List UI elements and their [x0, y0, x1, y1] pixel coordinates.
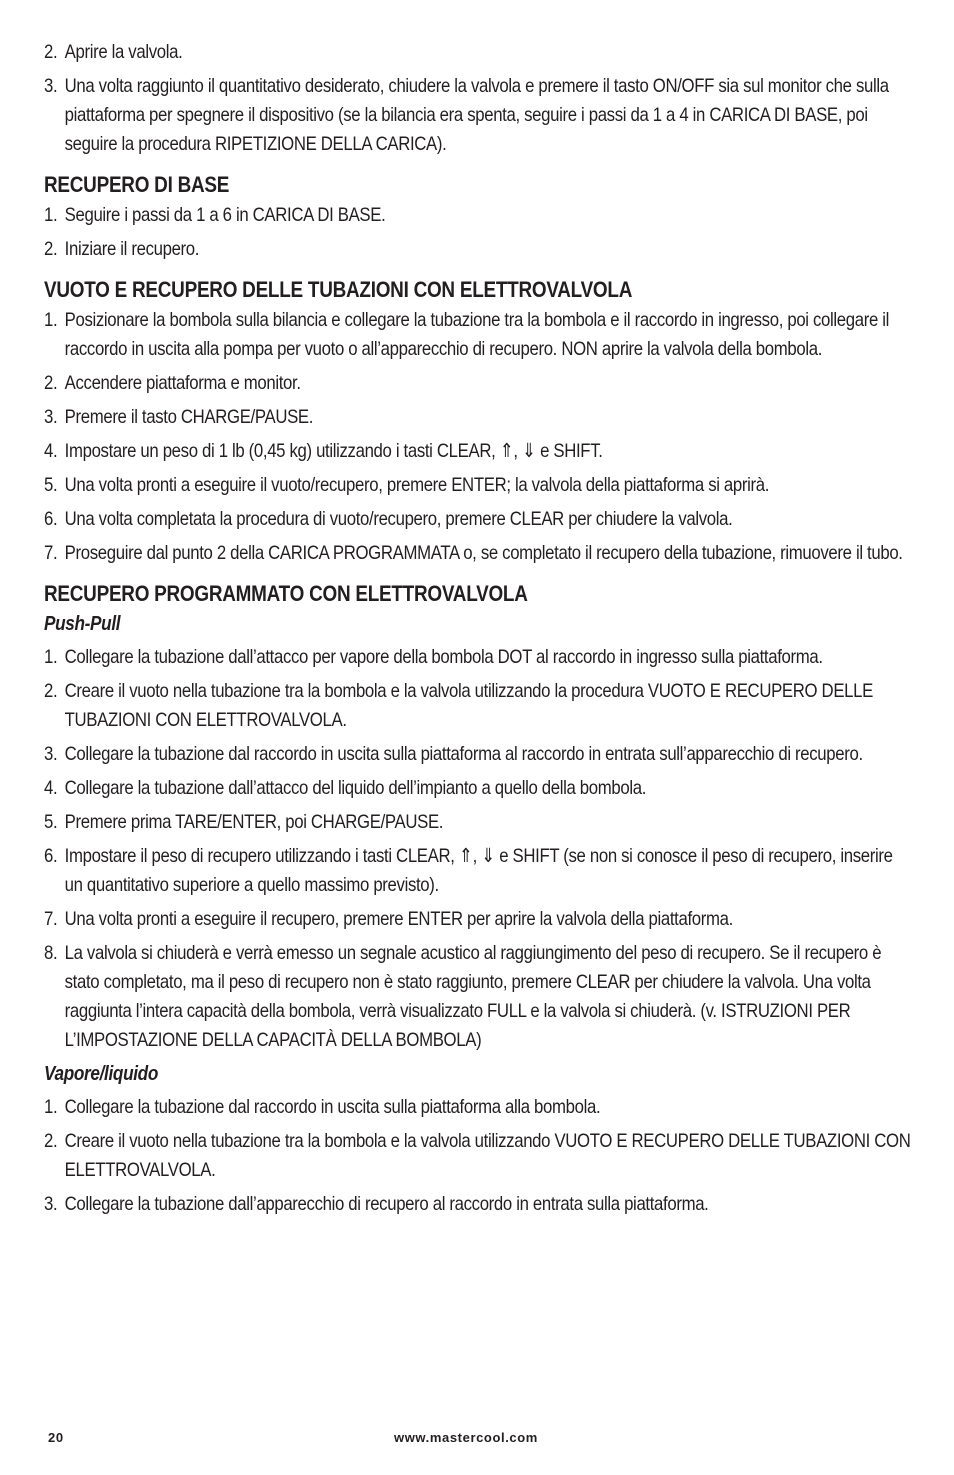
- list-item: [44, 403, 913, 432]
- list-item: [44, 740, 913, 769]
- list-item: [44, 471, 913, 500]
- vuoto-recupero-list: [44, 306, 913, 568]
- list-item: [44, 306, 913, 364]
- item-number: 2.: [44, 680, 58, 702]
- item-number: 8.: [44, 942, 58, 964]
- list-item: [44, 774, 913, 803]
- item-text: Accendere piattaforma e monitor.: [64, 372, 301, 394]
- vapore-liquido-list: [44, 1093, 913, 1219]
- list-item: [44, 842, 913, 900]
- section-heading-vuoto-recupero: VUOTO E RECUPERO DELLE TUBAZIONI CON ELETTROVALVOLA: [44, 277, 633, 302]
- item-number: 2.: [44, 41, 58, 63]
- item-text: Una volta raggiunto il quantitativo desiderato, chiudere la valvola e premere il tasto ON/OFF sia sul monitor che sulla piattaforma per spegnere il dispositivo (se la bilancia era spenta, seguire i passi da 1 a 4 in CARICA DI BASE, poi seguire la procedura RIPETIZIONE DELLA CARICA).: [64, 75, 889, 155]
- website-url: www.mastercool.com: [394, 1430, 538, 1445]
- list-item: [44, 72, 913, 159]
- list-item: [44, 939, 913, 1055]
- item-number: 3.: [44, 1193, 58, 1215]
- item-text: Collegare la tubazione dal raccordo in uscita sulla piattaforma alla bombola.: [64, 1096, 601, 1118]
- list-item: [44, 1127, 913, 1185]
- list-item: [44, 643, 913, 672]
- list-item: [44, 437, 913, 466]
- list-item: [44, 1093, 913, 1122]
- list-item: [44, 539, 913, 568]
- item-text: Impostare un peso di 1 lb (0,45 kg) utilizzando i tasti CLEAR, ⇑, ⇓ e SHIFT.: [64, 440, 603, 462]
- item-text: Proseguire dal punto 2 della CARICA PROGRAMMATA o, se completato il recupero della tubazione, rimuovere il tubo.: [64, 542, 903, 564]
- item-text: Una volta completata la procedura di vuoto/recupero, premere CLEAR per chiudere la valvola.: [64, 508, 733, 530]
- item-number: 2.: [44, 372, 58, 394]
- item-number: 4.: [44, 777, 58, 799]
- item-text: Creare il vuoto nella tubazione tra la bombola e la valvola utilizzando la procedura VUOTO E RECUPERO DELLE TUBAZIONI CON ELETTROVALVOLA.: [64, 680, 873, 731]
- item-text: Posizionare la bombola sulla bilancia e collegare la tubazione tra la bombola e il raccordo in ingresso, poi collegare il raccordo in uscita alla pompa per vuoto o all’apparecchio di recupero. NON aprire la valvola della bombola.: [64, 309, 890, 360]
- item-text: Creare il vuoto nella tubazione tra la bombola e la valvola utilizzando VUOTO E RECUPERO DELLE TUBAZIONI CON ELETTROVALVOLA.: [64, 1130, 911, 1181]
- item-text: Una volta pronti a eseguire il vuoto/recupero, premere ENTER; la valvola della piattaforma si aprirà.: [64, 474, 770, 496]
- intro-list: [44, 38, 913, 159]
- list-item: [44, 905, 913, 934]
- item-text: La valvola si chiuderà e verrà emesso un segnale acustico al raggiungimento del peso di recupero. Se il recupero è stato completato, ma il peso di recupero non è stato raggiunto, premere CLEAR per chiudere la valvola. Una volta raggiunta l’intera capacità della bombola, verrà visualizzato FULL e la valvola si chiuderà. (v. ISTRUZIONI PER L’IMPOSTAZIONE DELLA CAPACITÀ DELLA BOMBOLA): [64, 942, 882, 1051]
- item-number: 6.: [44, 508, 58, 530]
- item-number: 7.: [44, 542, 58, 564]
- item-number: 3.: [44, 743, 58, 765]
- item-text: Collegare la tubazione dall’attacco per vapore della bombola DOT al raccordo in ingresso sulla piattaforma.: [64, 646, 823, 668]
- list-item: [44, 808, 913, 837]
- item-number: 1.: [44, 646, 58, 668]
- subheading-push-pull: Push-Pull: [44, 613, 121, 635]
- section-heading-recupero-base: RECUPERO DI BASE: [44, 172, 230, 197]
- list-item: [44, 201, 913, 230]
- content-column: [44, 38, 913, 1219]
- item-text: Premere il tasto CHARGE/PAUSE.: [64, 406, 314, 428]
- item-text: Seguire i passi da 1 a 6 in CARICA DI BASE.: [64, 204, 386, 226]
- item-number: 1.: [44, 1096, 58, 1118]
- list-item: [44, 235, 913, 264]
- item-text: Aprire la valvola.: [64, 41, 183, 63]
- item-number: 7.: [44, 908, 58, 930]
- page-body: [44, 38, 914, 1224]
- push-pull-list: [44, 643, 913, 1055]
- section-heading-recupero-programmato: RECUPERO PROGRAMMATO CON ELETTROVALVOLA: [44, 581, 528, 606]
- item-number: 3.: [44, 406, 58, 428]
- item-number: 5.: [44, 474, 58, 496]
- recupero-base-list: [44, 201, 913, 264]
- list-item: [44, 505, 913, 534]
- list-item: [44, 677, 913, 735]
- item-number: 6.: [44, 845, 58, 867]
- item-number: 1.: [44, 309, 58, 331]
- item-number: 1.: [44, 204, 58, 226]
- list-item: [44, 369, 913, 398]
- item-number: 2.: [44, 1130, 58, 1152]
- item-text: Una volta pronti a eseguire il recupero, premere ENTER per aprire la valvola della piattaforma.: [64, 908, 733, 930]
- subheading-vapore-liquido: Vapore/liquido: [44, 1063, 159, 1085]
- item-text: Collegare la tubazione dal raccordo in uscita sulla piattaforma al raccordo in entrata sull’apparecchio di recupero.: [64, 743, 863, 765]
- item-text: Iniziare il recupero.: [64, 238, 200, 260]
- item-text: Collegare la tubazione dall’attacco del liquido dell’impianto a quello della bombola.: [64, 777, 647, 799]
- item-text: Premere prima TARE/ENTER, poi CHARGE/PAUSE.: [64, 811, 444, 833]
- page-number: 20: [48, 1430, 64, 1445]
- item-number: 4.: [44, 440, 58, 462]
- item-number: 3.: [44, 75, 58, 97]
- list-item: [44, 38, 913, 67]
- item-text: Collegare la tubazione dall’apparecchio di recupero al raccordo in entrata sulla piattaforma.: [64, 1193, 709, 1215]
- item-number: 2.: [44, 238, 58, 260]
- item-text: Impostare il peso di recupero utilizzando i tasti CLEAR, ⇑, ⇓ e SHIFT (se non si conosce il peso di recupero, inserire un quantitativo superiore a quello massimo previsto).: [64, 845, 893, 896]
- item-number: 5.: [44, 811, 58, 833]
- list-item: [44, 1190, 913, 1219]
